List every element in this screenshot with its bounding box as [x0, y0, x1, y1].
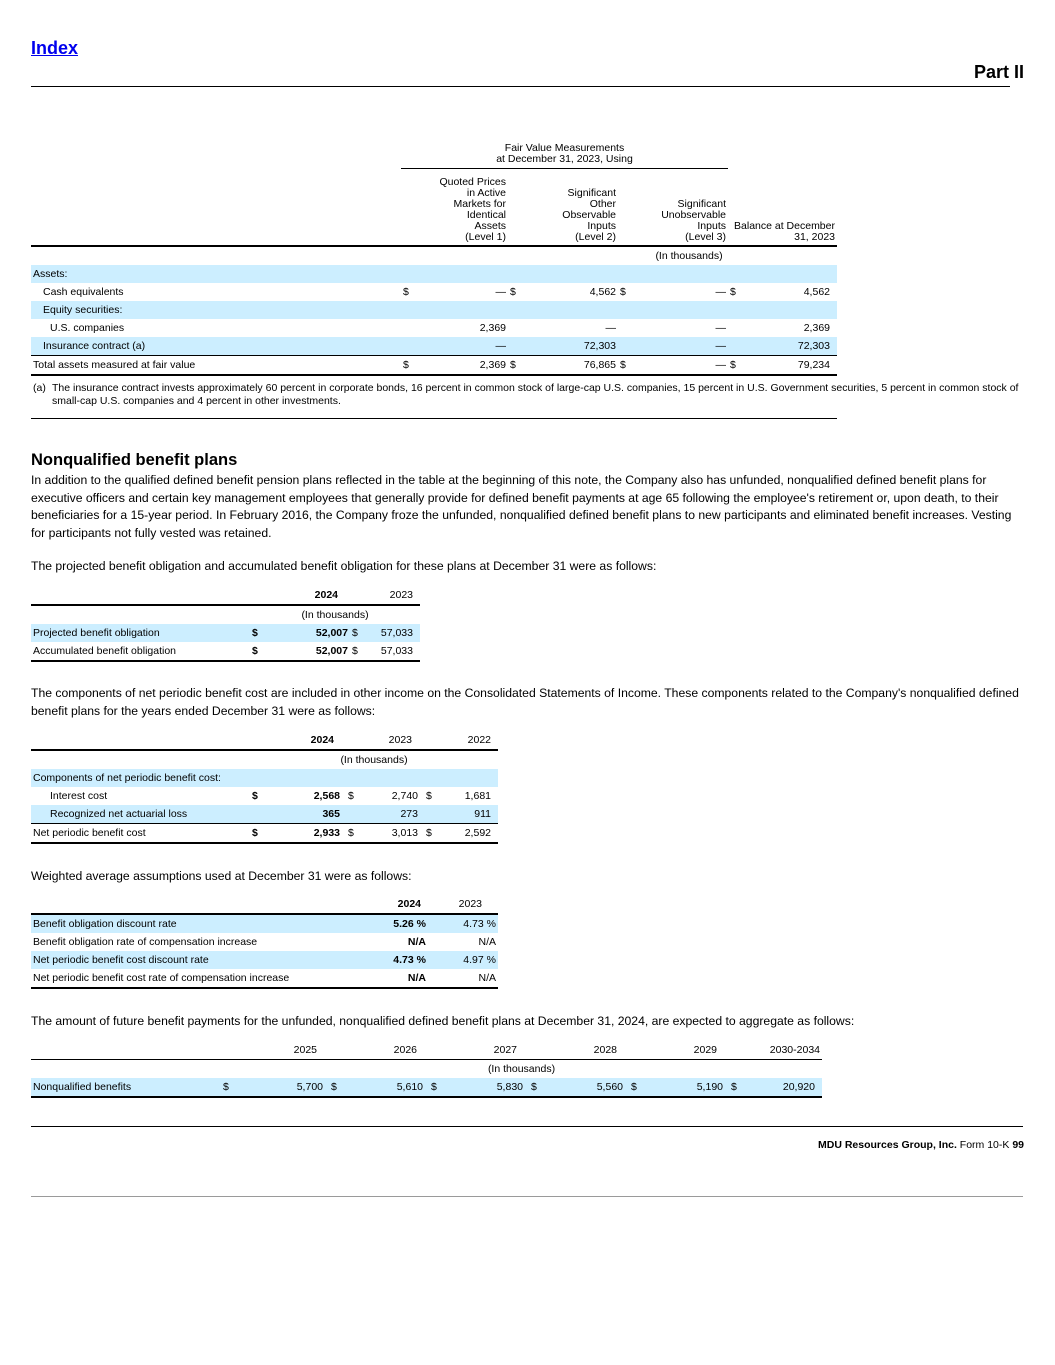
paragraph-assumptions: Weighted average assumptions used at December 31 were as follows: [31, 869, 412, 883]
year-header: 2027 [493, 1044, 517, 1056]
table-row: Net periodic benefit cost $ 2,933 $ 3,013 $ 2,592 [31, 824, 498, 844]
year-2024-header: 2024 [268, 731, 346, 750]
assumptions-table [31, 895, 498, 989]
year-2023-header: 2023 [433, 895, 498, 914]
table-row: Interest cost $ 2,568 $ 2,740 $ 1,681 [50, 790, 491, 802]
header-rule [31, 86, 1010, 87]
footnote-marker: (a) [33, 382, 46, 394]
components-label: Components of net periodic benefit cost: [31, 769, 498, 787]
page-number: 99 [1012, 1139, 1024, 1151]
paragraph-components: The components of net periodic benefit cost are included in other income on the Consolidated Statements of Income. These components related to the Company's nonqualified defined benefit plans for the years ended December 31 were as follows: [31, 686, 1019, 718]
footer-rule [31, 1126, 1023, 1127]
year-header: 2026 [393, 1044, 417, 1056]
fair-value-group-header: Fair Value Measurements at December 31, 2023, Using [401, 143, 728, 169]
assets-label: Assets: [31, 265, 401, 283]
table-row: Nonqualified benefits $ 5,700 $ 5,610 $ 5,830 $ 5,560 $ 5,190 $ 20,920 [31, 1078, 822, 1097]
table-row: Net periodic benefit cost rate of compensation increase N/A N/A [31, 969, 498, 988]
section-title: Nonqualified benefit plans [31, 451, 238, 469]
units-label: (In thousands) [655, 250, 723, 262]
paragraph-payments: The amount of future benefit payments for the unfunded, nonqualified defined benefit plans at December 31, 2024, are expected to aggregate as follows: [31, 1014, 855, 1028]
year-header: 2025 [293, 1044, 317, 1056]
table-row: Accumulated benefit obligation $ 52,007 $ 57,033 [31, 642, 420, 661]
year-2023-header: 2023 [364, 731, 424, 750]
footnote-text: The insurance contract invests approximately 60 percent in corporate bonds, 16 percent in common stock of large-cap U.S. companies, 15 percent in U.S. Government securities, 5 percent in common stock of small-cap U.S. companies and 4 percent in other investments. [52, 382, 1019, 407]
col-header-level2: Significant Other Observable Inputs (Level 2) [528, 169, 618, 247]
page-footer [818, 1139, 1024, 1151]
year-header: 2028 [593, 1044, 617, 1056]
table-row: Recognized net actuarial loss 365 273 911 [31, 805, 498, 824]
year-header: 2029 [693, 1044, 717, 1056]
year-header: 2030-2034 [769, 1044, 820, 1056]
index-link[interactable]: Index [31, 38, 79, 58]
year-2023-header: 2023 [362, 586, 420, 605]
units-label: (In thousands) [340, 754, 408, 766]
units-label: (In thousands) [301, 609, 369, 621]
part-heading: Part II [973, 62, 1024, 82]
col-header-level3: Significant Unobservable Inputs (Level 3) [638, 169, 728, 247]
fair-value-table [31, 143, 837, 376]
footnote-rule [31, 418, 837, 419]
cost-table [31, 731, 498, 844]
col-header-balance: Balance at December 31, 2023 [728, 169, 837, 247]
table-row: Cash equivalents $ — $ 4,562 $ — $ 4,562 [43, 286, 830, 298]
obligation-table [31, 586, 420, 662]
table-row: U.S. companies 2,369 — — 2,369 [50, 322, 830, 334]
paragraph-obligation: The projected benefit obligation and accumulated benefit obligation for these plans at December 31 were as follows: [31, 559, 657, 573]
bottom-rule [31, 1196, 1023, 1197]
year-2024-header: 2024 [351, 895, 433, 914]
table-row: Projected benefit obligation $ 52,007 $ 57,033 [31, 624, 420, 642]
table-row: Total assets measured at fair value $ 2,369 $ 76,865 $ — $ 79,234 [31, 356, 837, 376]
year-2024-header: 2024 [268, 586, 350, 605]
footer-form: Form 10-K [959, 1139, 1010, 1151]
table-row: Net periodic benefit cost discount rate 4.73 % 4.97 % [31, 951, 498, 969]
footer-company: MDU Resources Group, Inc. [818, 1139, 957, 1151]
table-row: Benefit obligation rate of compensation increase N/A N/A [33, 936, 496, 948]
paragraph-intro: In addition to the qualified defined benefit pension plans reflected in the table at the beginning of this note, the Company also has unfunded, nonqualified defined benefit plans for executive officers and certain key management employees that generally provide for defined benefit payments at age 65 following the employee's retirement or, upon death, to their beneficiaries for a 15-year period. In February 2016, the Company froze the unfunded, nonqualified defined benefit plans to new participants and eliminated benefit increases. Vesting for participants not fully vested was retained. [31, 473, 1012, 540]
col-header-level1: Quoted Prices in Active Markets for Identical Assets (Level 1) [421, 169, 508, 247]
year-2022-header: 2022 [442, 731, 498, 750]
payments-table [31, 1041, 822, 1098]
equity-label: Equity securities: [31, 301, 401, 319]
table-row: Benefit obligation discount rate 5.26 % 4.73 % [31, 914, 498, 933]
table-row: Insurance contract (a) — 72,303 — 72,303 [31, 337, 837, 356]
units-label: (In thousands) [487, 1063, 556, 1075]
